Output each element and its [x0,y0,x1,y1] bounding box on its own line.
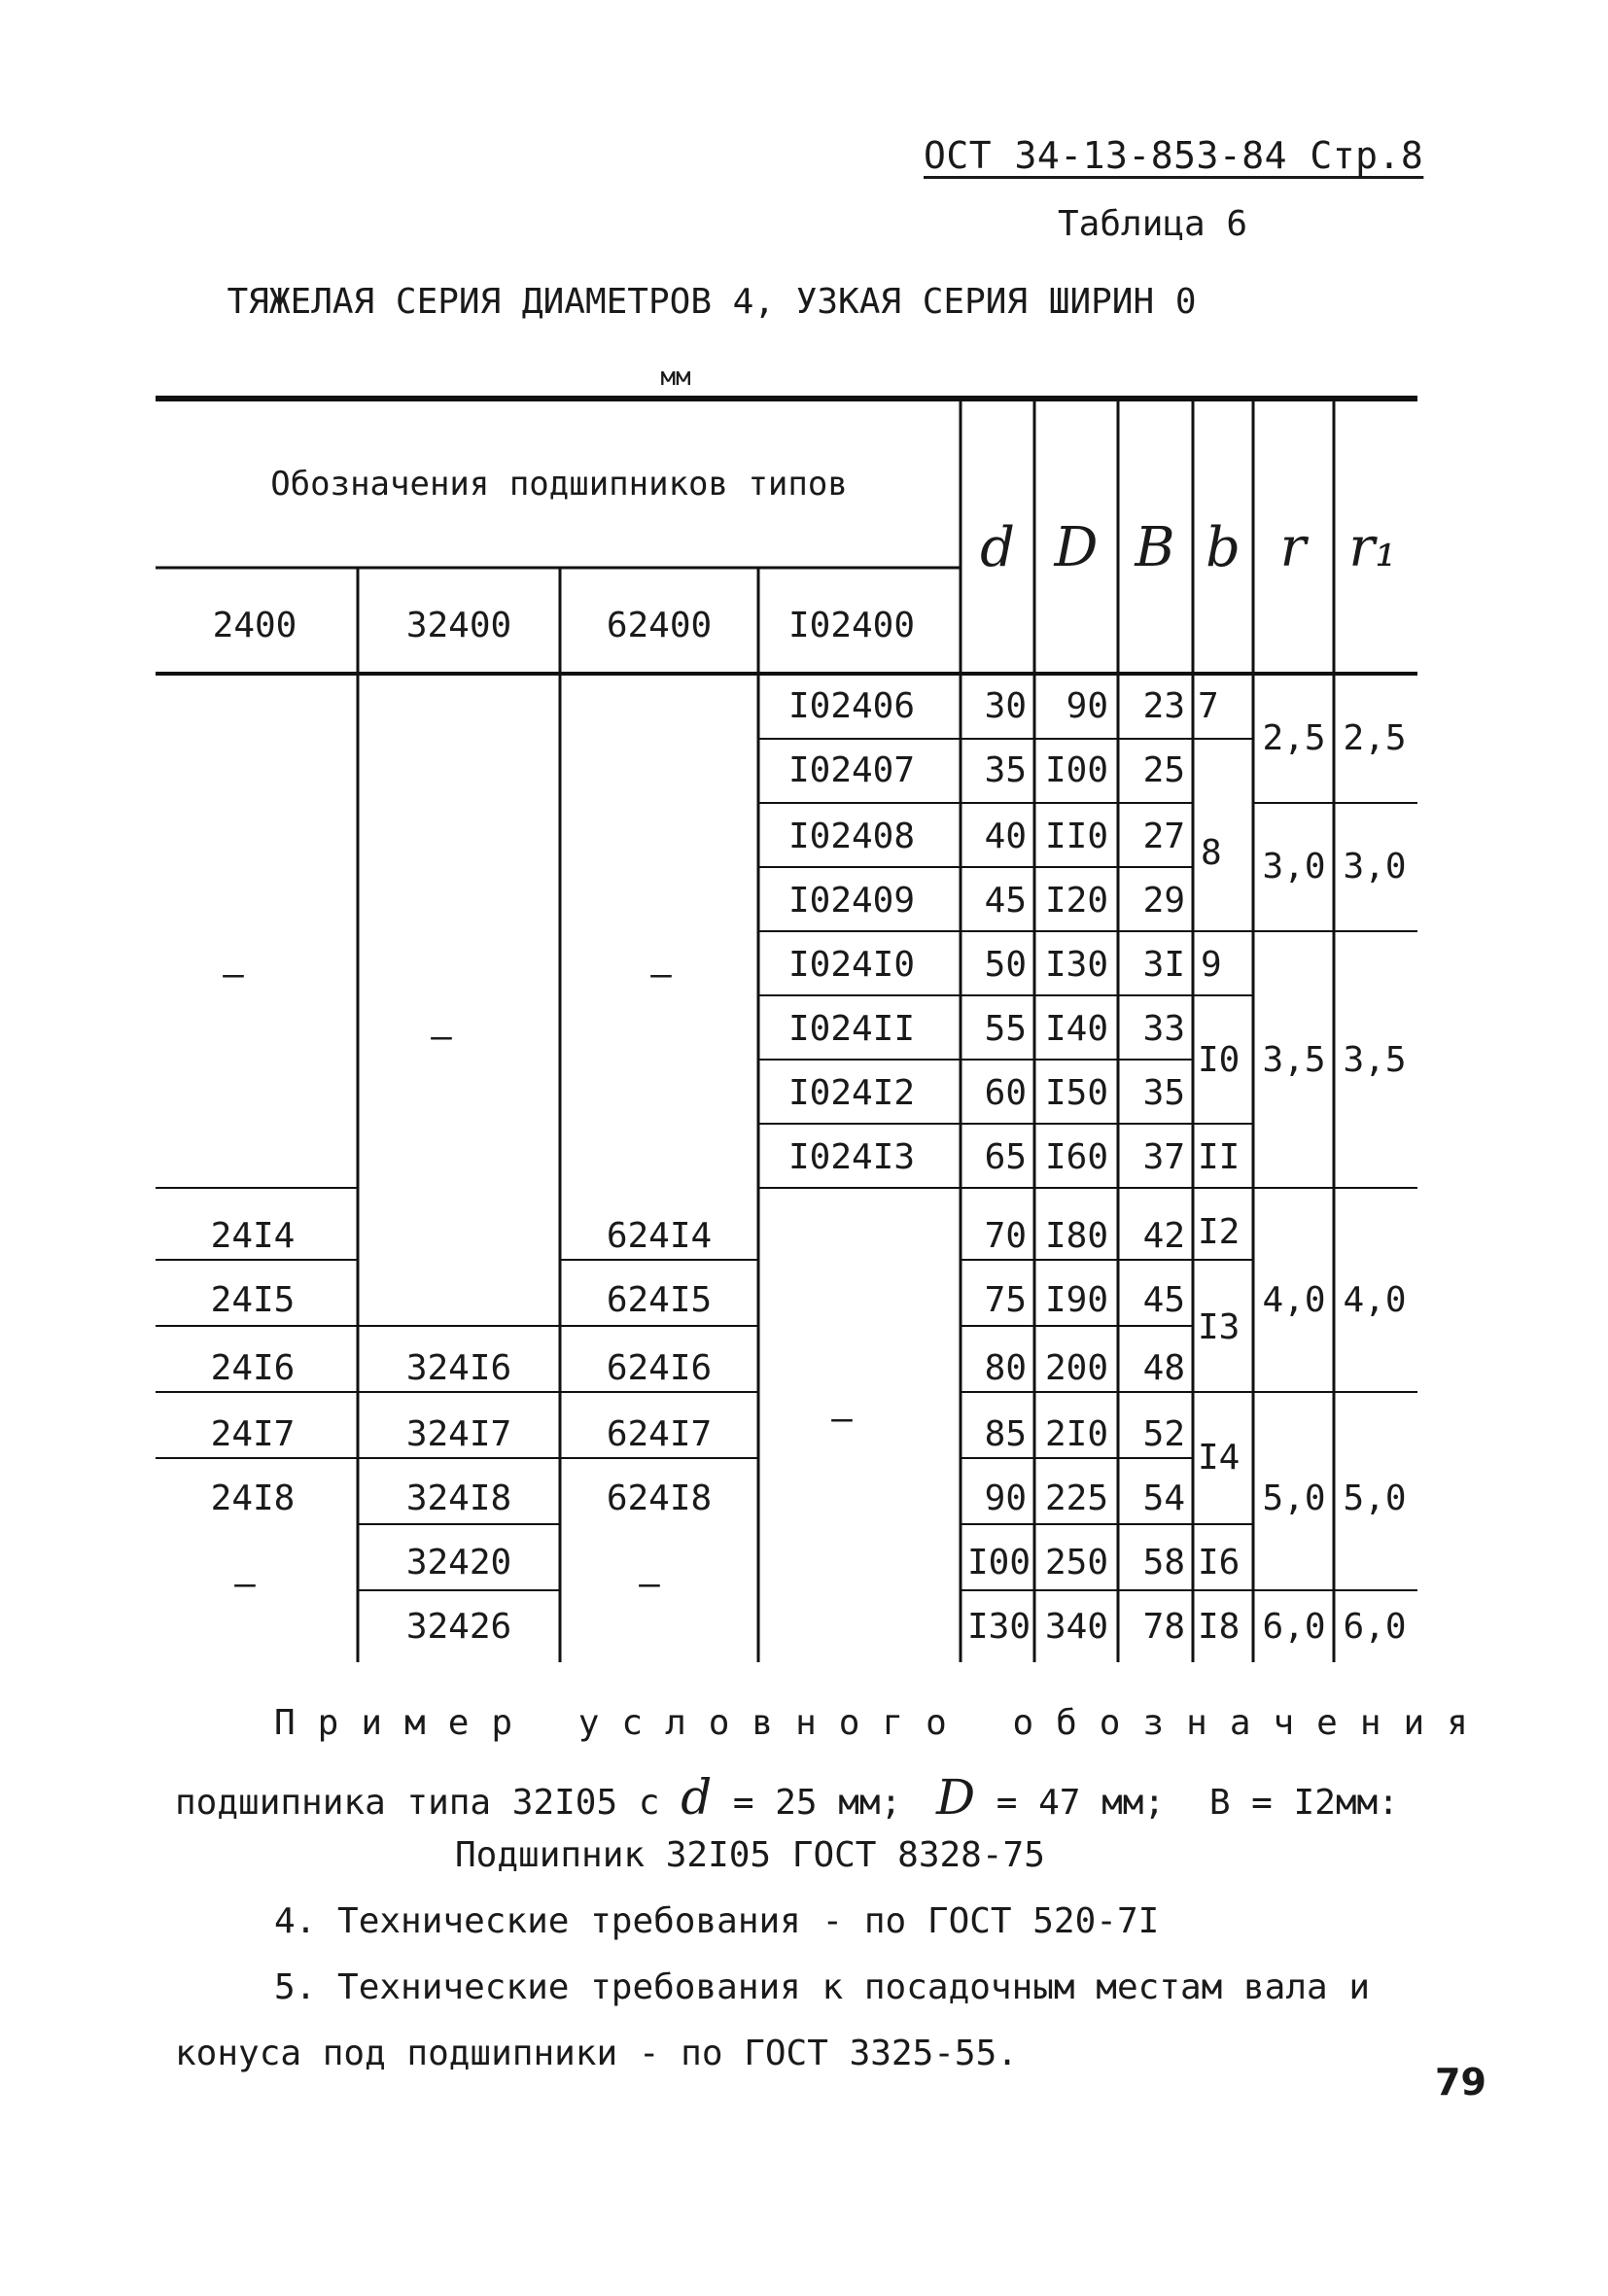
example-line1-prefix: подшипника типа 32I05 с [175,1783,660,1823]
table-label: Таблица 6 [1058,204,1248,244]
cell-b: I3 [1198,1307,1241,1347]
cell-r1: 6,0 [1343,1607,1407,1647]
cell-102400-dash: – [831,1399,853,1439]
cell-D: II0 [1044,817,1108,856]
cell-32400: 324I7 [405,1414,512,1454]
cell-d: 90 [984,1478,1027,1518]
cell-B: 23 [1142,686,1185,726]
header-D: D [1054,516,1099,579]
cell-102400: I02408 [787,817,916,856]
cell-b: 8 [1201,833,1222,873]
example-D-value: = 47 мм; [996,1783,1166,1823]
cell-2400-dash: – [223,955,244,994]
cell-62400: 624I4 [606,1216,713,1256]
cell-d: 55 [984,1009,1027,1049]
cell-B: 27 [1142,817,1185,856]
page-number: 79 [1435,2061,1486,2104]
cell-D: I90 [1044,1280,1108,1320]
cell-D: 340 [1044,1607,1108,1647]
cell-r1: 3,0 [1343,847,1407,887]
cell-D: 2I0 [1044,1414,1108,1454]
example-D-symbol: D [935,1769,976,1826]
example-heading: Пример условного обозначения [274,1703,1490,1743]
cell-62400-dash: – [639,1564,660,1604]
cell-62400: 624I8 [606,1478,713,1518]
cell-D: I20 [1044,881,1108,921]
cell-D: 90 [1066,686,1108,726]
cell-B: 52 [1142,1414,1185,1454]
cell-b: I4 [1198,1438,1241,1478]
cell-r1: 4,0 [1343,1280,1407,1320]
cell-b: I2 [1198,1212,1241,1252]
cell-d: I00 [966,1543,1031,1583]
cell-32400-dash: – [431,1017,452,1057]
cell-r: 3,5 [1262,1040,1326,1080]
header-b: b [1206,516,1241,579]
cell-32400: 32420 [405,1543,512,1583]
cell-B: 48 [1142,1348,1185,1388]
example-line2: Подшипник 32I05 ГОСТ 8328-75 [455,1835,1045,1875]
cell-d: 35 [984,750,1027,790]
cell-B: 58 [1142,1543,1185,1583]
cell-102400: I02406 [787,686,916,726]
cell-d: 50 [984,945,1027,985]
requirement-4: 4. Технические требования - по ГОСТ 520-7I [274,1901,1160,1941]
cell-2400: 24I6 [210,1348,296,1388]
example-line1 [175,1769,1399,1826]
cell-62400: 624I6 [606,1348,713,1388]
type-header-102400: I02400 [787,606,916,645]
cell-r: 5,0 [1262,1478,1326,1518]
cell-D: I60 [1044,1137,1108,1177]
cell-r: 3,0 [1262,847,1326,887]
cell-B: 3I [1142,945,1185,985]
requirement-5-line1: 5. Технические требования к посадочным местам вала и [274,1967,1371,2007]
cell-B: 37 [1142,1137,1185,1177]
cell-d: 75 [984,1280,1027,1320]
cell-B: 45 [1142,1280,1185,1320]
cell-62400-dash: – [650,955,672,994]
cell-102400: I024I0 [787,945,916,985]
cell-r: 4,0 [1262,1280,1326,1320]
cell-2400: 24I7 [210,1414,296,1454]
cell-d: 60 [984,1073,1027,1113]
cell-b: 7 [1198,686,1219,726]
cell-102400: I024I2 [787,1073,916,1113]
cell-D: 200 [1044,1348,1108,1388]
requirement-5-line2: конуса под подшипники - по ГОСТ 3325-55. [175,2034,1018,2073]
cell-102400: I02407 [787,750,916,790]
cell-102400: I024II [787,1009,916,1049]
header-r1: r₁ [1348,516,1397,579]
cell-d: I30 [966,1607,1031,1647]
cell-d: 40 [984,817,1027,856]
cell-32400: 324I6 [405,1348,512,1388]
header-B: B [1135,516,1175,579]
cell-d: 85 [984,1414,1027,1454]
cell-b: 9 [1201,945,1222,985]
cell-r: 6,0 [1262,1607,1326,1647]
cell-D: I80 [1044,1216,1108,1256]
cell-D: I40 [1044,1009,1108,1049]
cell-d: 30 [984,686,1027,726]
cell-102400: I024I3 [787,1137,916,1177]
cell-D: I30 [1044,945,1108,985]
type-header-2400: 2400 [212,606,297,645]
cell-r1: 3,5 [1343,1040,1407,1080]
cell-d: 70 [984,1216,1027,1256]
cell-b: I8 [1198,1607,1241,1647]
cell-2400: 24I8 [210,1478,296,1518]
cell-r1: 5,0 [1343,1478,1407,1518]
cell-2400: 24I4 [210,1216,296,1256]
cell-B: 54 [1142,1478,1185,1518]
type-header-32400: 32400 [405,606,512,645]
example-B-value: B = I2мм: [1208,1783,1399,1823]
table-title-text: ТЯЖЕЛАЯ СЕРИЯ ДИАМЕТРОВ 4, УЗКАЯ СЕРИЯ ШИРИН 0 [227,282,1197,322]
cell-2400-dash: – [234,1564,256,1604]
header-d: d [980,516,1015,579]
example-d-value: = 25 мм; [732,1783,902,1823]
example-d-symbol: d [681,1769,713,1826]
cell-D: I00 [1044,750,1108,790]
cell-62400: 624I5 [606,1280,713,1320]
cell-32400: 324I8 [405,1478,512,1518]
cell-B: 25 [1142,750,1185,790]
cell-D: I50 [1044,1073,1108,1113]
header-r: r [1279,516,1307,579]
standard-code: ОСТ 34-13-853-84 Стр.8 [924,134,1424,177]
cell-102400: I02409 [787,881,916,921]
cell-32400: 32426 [405,1607,512,1647]
cell-b: II [1198,1137,1241,1177]
cell-d: 80 [984,1348,1027,1388]
cell-B: 42 [1142,1216,1185,1256]
cell-d: 45 [984,881,1027,921]
cell-b: I6 [1198,1543,1241,1583]
cell-r: 2,5 [1262,718,1326,758]
cell-62400: 624I7 [606,1414,713,1454]
cell-B: 35 [1142,1073,1185,1113]
unit-label: мм [660,363,691,392]
cell-D: 250 [1044,1543,1108,1583]
cell-2400: 24I5 [210,1280,296,1320]
group-header: Обозначения подшипников типов [270,465,848,504]
cell-D: 225 [1044,1478,1108,1518]
cell-B: 78 [1142,1607,1185,1647]
cell-r1: 2,5 [1343,718,1407,758]
cell-d: 65 [984,1137,1027,1177]
cell-B: 33 [1142,1009,1185,1049]
cell-b: I0 [1198,1040,1241,1080]
type-header-62400: 62400 [606,606,713,645]
cell-B: 29 [1142,881,1185,921]
